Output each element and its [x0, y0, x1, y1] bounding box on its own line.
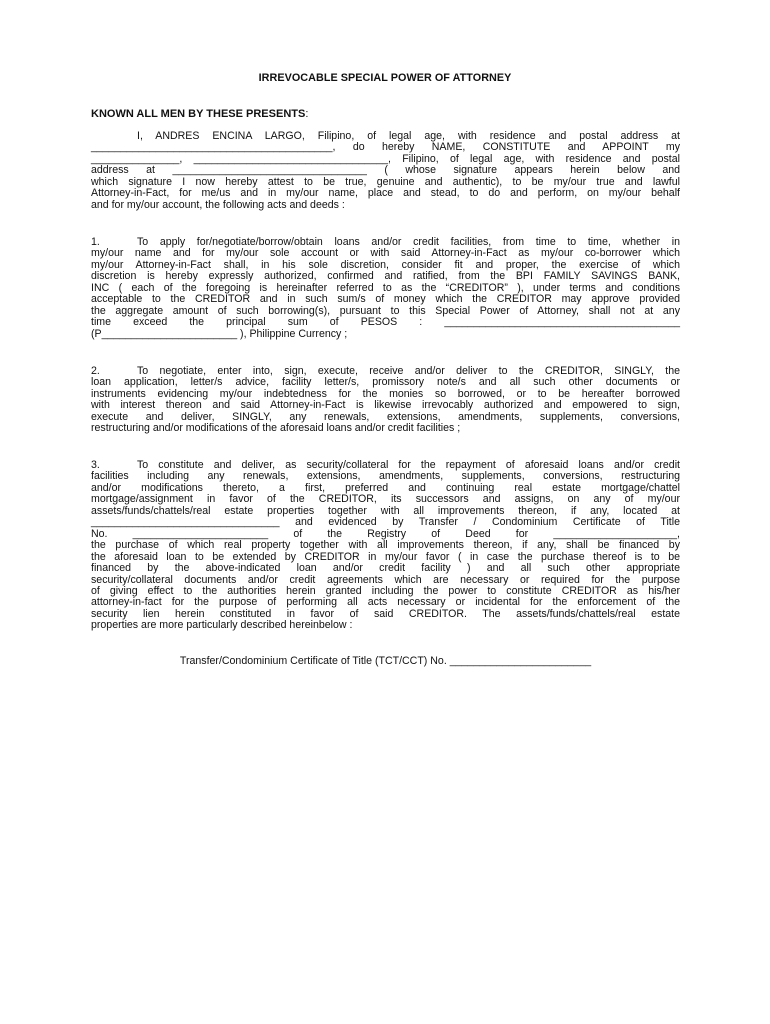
item-3-line: No. _______________________ of the Registry of Deed for _____________________, — [91, 527, 680, 540]
item-2-line: restructuring and/or modifications of the aforesaid loans and/or credit facilities ; — [91, 422, 461, 435]
item-1-number: 1. — [91, 236, 100, 248]
item-2-line: instruments evidencing my/our indebtedness for the monies so borrowed, or to be hereafter borrowed — [91, 387, 680, 400]
item-2-line: To negotiate, enter into, sign, execute, receive and/or deliver to the CREDITOR, SINGLY, the — [137, 365, 680, 377]
tct-line: Transfer/Condominium Certificate of Title (TCT/CCT) No. ________________________ — [179, 655, 592, 667]
item-2-line: loan application, letter/s advice, facility letter/s, promissory note/s and all such other documents or — [91, 376, 680, 389]
item-3-line: of giving effect to the authorities herein granted including the power to constitute CREDITOR as his/her — [91, 584, 680, 597]
item-1-line: acceptable to the CREDITOR and in such sum/s of money which the CREDITOR may approve provided — [91, 293, 680, 306]
item-3-line: assets/funds/chattels/real estate properties together with all improvements thereon, if any, located at — [91, 504, 680, 517]
intro-paragraph — [91, 131, 680, 211]
item-1-line: (P_______________________ ), Philippine Currency ; — [91, 327, 348, 340]
item-1-line: time exceed the principal sum of PESOS : ________________________________________ — [91, 316, 680, 329]
item-3-line: financed by the above-indicated loan and/or credit facility ) and all such other appropriate — [91, 562, 680, 575]
item-3-line: facilities including any renewals, extensions, amendments, supplements, conversions, restructuring — [91, 470, 680, 483]
item-2-line: execute and deliver, SINGLY, any renewals, extensions, amendments, supplements, conversions, — [91, 410, 680, 423]
item-3-line: attorney-in-fact for the purpose of performing all acts necessary or incidental for the enforcement of the — [91, 596, 680, 609]
item-2-number: 2. — [91, 365, 100, 377]
item-3-line: ________________________________ and evidenced by Transfer / Condominium Certificate of Title — [91, 516, 680, 529]
item-3-line: security/collateral documents and/or credit agreements which are necessary or required for the purpose — [91, 573, 680, 586]
heading-colon: : — [305, 108, 309, 120]
item-3-line: and/or modifications thereto, a first, preferred and continuing real estate mortgage/chattel — [91, 481, 680, 494]
item-1-line: To apply for/negotiate/borrow/obtain loans and/or credit facilities, from time to time, whether in — [137, 236, 680, 248]
document-heading — [91, 108, 308, 120]
item-1-line: my/our name and for my/our sole account or with said Attorney-in-Fact as my/our co-borrower which — [91, 247, 680, 260]
item-2-paragraph — [91, 366, 680, 435]
document-title: IRREVOCABLE SPECIAL POWER OF ATTORNEY — [258, 72, 512, 84]
item-1-paragraph — [91, 237, 680, 340]
item-3-paragraph — [91, 460, 680, 632]
item-2-line: with interest thereon and said Attorney-in-Fact is likewise irrevocably authorized and empowered to sign, — [91, 399, 680, 412]
item-3-line: properties are more particularly described hereinbelow : — [91, 619, 353, 632]
item-1-line: INC ( each of the foregoing is hereinafter referred to as the “CREDITOR” ), under terms and conditions — [91, 281, 680, 294]
intro-line: Attorney-in-Fact, for me/us and in my/our name, place and stead, to do and perform, on my/our behalf — [91, 187, 680, 200]
item-3-number: 3. — [91, 459, 100, 471]
intro-line: address at _________________________________ ( whose signature appears herein below and — [91, 164, 680, 177]
item-3-line: To constitute and deliver, as security/collateral for the repayment of aforesaid loans and/or credit — [137, 459, 680, 471]
heading-text: KNOWN ALL MEN BY THESE PRESENTS — [91, 108, 306, 120]
item-3-line: security lien herein constituted in favor of said CREDITOR. The assets/funds/chattels/real estate — [91, 607, 680, 620]
intro-line: and for my/our account, the following acts and deeds : — [91, 198, 345, 211]
item-3-line: the purchase of which real property together with all improvements thereon, if any, shall be financed by — [91, 539, 680, 552]
item-1-line: my/our Attorney-in-Fact shall, in his sole discretion, consider fit and proper, the exercise of which — [91, 258, 680, 271]
intro-line: I, ANDRES ENCINA LARGO, Filipino, of legal age, with residence and postal address at — [137, 130, 680, 142]
item-1-line: the aggregate amount of such borrowing(s), pursuant to this Special Power of Attorney, shall not at any — [91, 304, 680, 317]
item-1-line: discretion is hereby expressly authorized, confirmed and ratified, from the BPI FAMILY SAVINGS BANK, — [91, 270, 680, 283]
intro-line: _________________________________________, do hereby NAME, CONSTITUTE and APPOINT my — [91, 141, 680, 154]
intro-line: _______________, _________________________________, Filipino, of legal age, with residence and postal — [91, 152, 680, 165]
item-3-line: the aforesaid loan to be extended by CREDITOR in my/our favor ( in case the purchase thereof is to be — [91, 550, 680, 563]
intro-line: which signature I now hereby attest to be true, genuine and authentic), to be my/our true and lawful — [91, 175, 680, 188]
tct-paragraph — [91, 656, 680, 667]
item-3-line: mortgage/assignment in favor of the CREDITOR, its successors and assigns, on any of my/our — [91, 493, 680, 506]
